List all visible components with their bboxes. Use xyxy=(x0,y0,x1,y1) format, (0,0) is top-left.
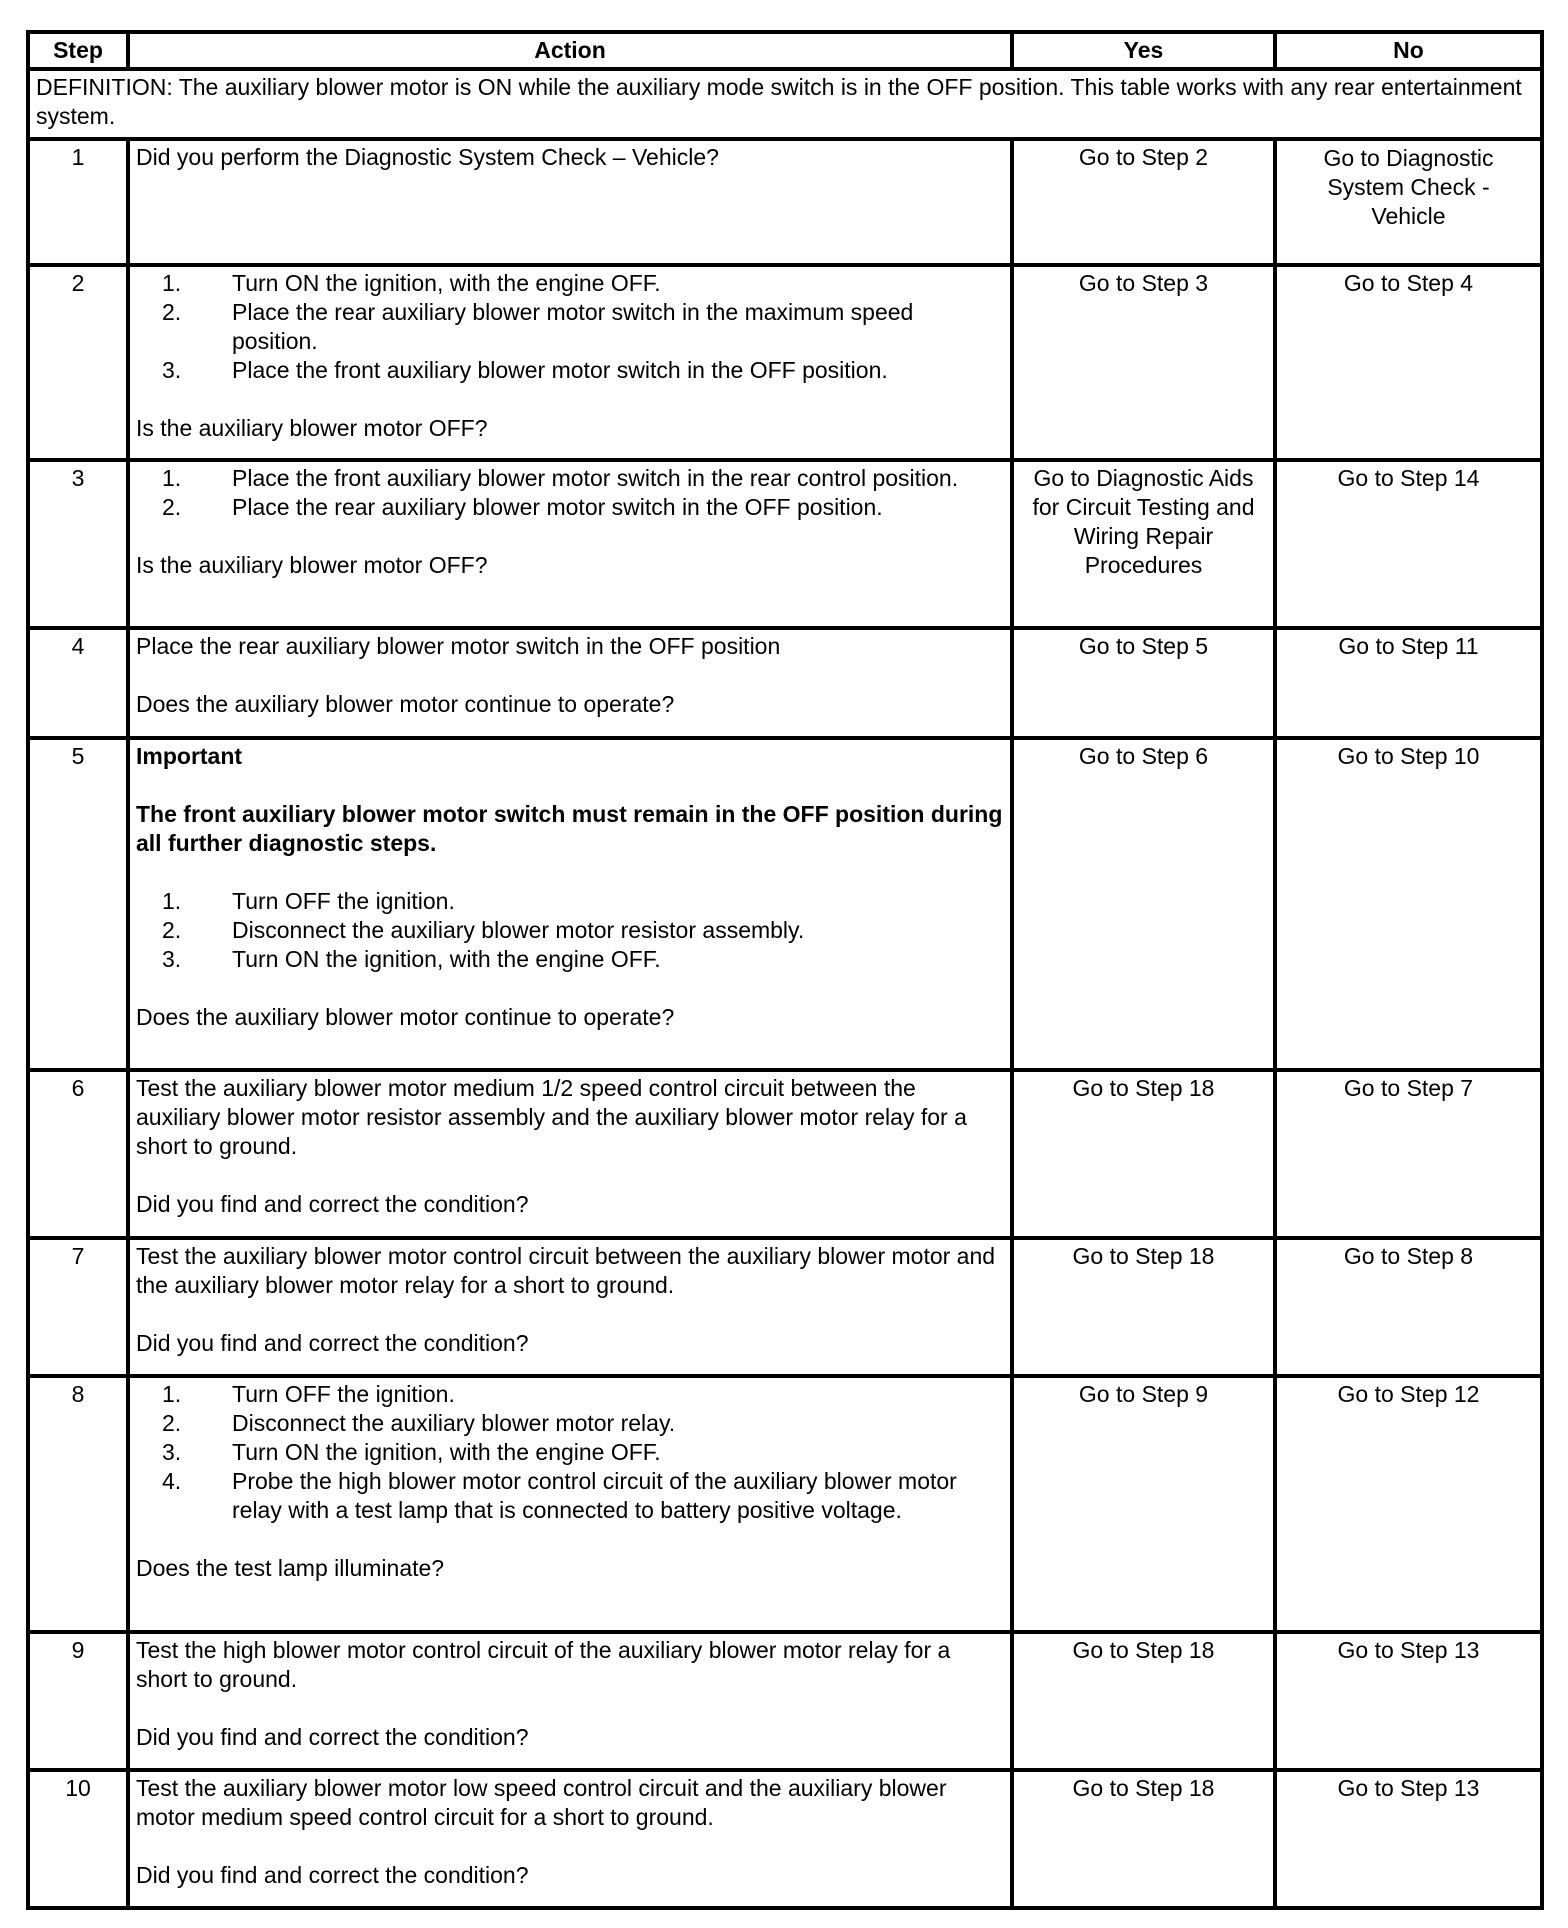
header-row xyxy=(28,32,1542,69)
step-number: 2 xyxy=(28,265,128,460)
action-text: Test the auxiliary blower motor low speed control circuit and the auxiliary blower motor medium speed control circuit for a short to ground. xyxy=(136,1775,947,1830)
definition-row xyxy=(28,69,1542,139)
no-result-text: Go to Diagnostic System Check - Vehicle xyxy=(1323,145,1494,229)
no-result: Go to Step 4 xyxy=(1275,265,1542,460)
step-number: 5 xyxy=(28,738,128,1070)
list-item: 3. Place the front auxiliary blower motor switch in the OFF position. xyxy=(162,357,888,383)
action-question: Did you find and correct the condition? xyxy=(136,1724,529,1750)
no-result: Go to Step 8 xyxy=(1275,1238,1542,1376)
table-row xyxy=(28,1770,1542,1908)
no-result: Go to Step 14 xyxy=(1275,460,1542,628)
yes-result: Go to Step 6 xyxy=(1012,738,1275,1070)
table-row xyxy=(28,1632,1542,1770)
no-result: Go to Step 13 xyxy=(1275,1770,1542,1908)
list-item: 3. Turn ON the ignition, with the engine OFF. xyxy=(162,1439,661,1465)
list-item: 1. Place the front auxiliary blower motor switch in the rear control position. xyxy=(162,465,959,491)
yes-result: Go to Step 18 xyxy=(1012,1632,1275,1770)
table-row xyxy=(28,1376,1542,1632)
action-question: Is the auxiliary blower motor OFF? xyxy=(136,552,488,578)
action-cell xyxy=(128,1070,1012,1238)
action-text: Test the auxiliary blower motor control circuit between the auxiliary blower motor and the auxiliary blower motor relay for a short to ground. xyxy=(136,1243,996,1298)
action-question: Does the auxiliary blower motor continue to operate? xyxy=(136,691,675,717)
action-question: Does the test lamp illuminate? xyxy=(136,1555,445,1581)
yes-result: Go to Diagnostic Aids for Circuit Testing and Wiring Repair Procedures xyxy=(1012,460,1275,628)
procedure-list xyxy=(136,887,1004,974)
diagnostic-table xyxy=(26,30,1544,1910)
table-row xyxy=(28,139,1542,265)
action-cell xyxy=(128,265,1012,460)
list-item: 2. Place the rear auxiliary blower motor switch in the OFF position. xyxy=(162,494,883,520)
yes-result: Go to Step 18 xyxy=(1012,1238,1275,1376)
no-result: Go to Step 11 xyxy=(1275,628,1542,738)
procedure-list xyxy=(136,1380,1004,1525)
yes-result: Go to Step 9 xyxy=(1012,1376,1275,1632)
step-number: 8 xyxy=(28,1376,128,1632)
action-question: Is the auxiliary blower motor OFF? xyxy=(136,415,488,441)
header-step: Step xyxy=(28,32,128,69)
list-item: 4. Probe the high blower motor control circuit of the auxiliary blower motor relay with a test lamp that is connected to battery positive voltage. xyxy=(162,1468,957,1523)
no-result xyxy=(1275,139,1542,265)
table-row xyxy=(28,265,1542,460)
action-text: Place the rear auxiliary blower motor switch in the OFF position xyxy=(136,633,781,659)
step-number: 3 xyxy=(28,460,128,628)
no-result: Go to Step 10 xyxy=(1275,738,1542,1070)
table-row xyxy=(28,628,1542,738)
action-question: Does the auxiliary blower motor continue to operate? xyxy=(136,1004,675,1030)
action-cell xyxy=(128,139,1012,265)
list-item: 2. Disconnect the auxiliary blower motor relay. xyxy=(162,1410,676,1436)
step-number: 10 xyxy=(28,1770,128,1908)
table-row xyxy=(28,738,1542,1070)
action-text: Did you perform the Diagnostic System Check – Vehicle? xyxy=(136,144,719,170)
step-number: 1 xyxy=(28,139,128,265)
step-number: 4 xyxy=(28,628,128,738)
action-cell xyxy=(128,1238,1012,1376)
table-row xyxy=(28,1238,1542,1376)
no-result: Go to Step 12 xyxy=(1275,1376,1542,1632)
yes-result: Go to Step 2 xyxy=(1012,139,1275,265)
list-item: 1. Turn OFF the ignition. xyxy=(162,888,455,914)
definition-text: DEFINITION: The auxiliary blower motor is ON while the auxiliary mode switch is in the OFF position. This table works with any rear entertainment system. xyxy=(28,69,1542,139)
action-text: Test the auxiliary blower motor medium 1/2 speed control circuit between the auxiliary blower motor resistor assembly and the auxiliary blower motor relay for a short to ground. xyxy=(136,1075,967,1159)
yes-result: Go to Step 18 xyxy=(1012,1070,1275,1238)
important-text: The front auxiliary blower motor switch must remain in the OFF position during all further diagnostic steps. xyxy=(136,801,1003,856)
action-cell xyxy=(128,628,1012,738)
yes-result: Go to Step 18 xyxy=(1012,1770,1275,1908)
no-result: Go to Step 13 xyxy=(1275,1632,1542,1770)
yes-result: Go to Step 5 xyxy=(1012,628,1275,738)
action-cell xyxy=(128,738,1012,1070)
action-question: Did you find and correct the condition? xyxy=(136,1191,529,1217)
action-cell xyxy=(128,1770,1012,1908)
list-item: 3. Turn ON the ignition, with the engine OFF. xyxy=(162,946,661,972)
action-question: Did you find and correct the condition? xyxy=(136,1330,529,1356)
no-result: Go to Step 7 xyxy=(1275,1070,1542,1238)
yes-result: Go to Step 3 xyxy=(1012,265,1275,460)
list-item: 1. Turn OFF the ignition. xyxy=(162,1381,455,1407)
action-question: Did you find and correct the condition? xyxy=(136,1862,529,1888)
header-no: No xyxy=(1275,32,1542,69)
list-item: 2. Place the rear auxiliary blower motor switch in the maximum speed position. xyxy=(162,299,914,354)
step-number: 7 xyxy=(28,1238,128,1376)
procedure-list xyxy=(136,269,1004,385)
list-item: 1. Turn ON the ignition, with the engine OFF. xyxy=(162,270,661,296)
table-row xyxy=(28,1070,1542,1238)
list-item: 2. Disconnect the auxiliary blower motor resistor assembly. xyxy=(162,917,805,943)
header-action: Action xyxy=(128,32,1012,69)
step-number: 6 xyxy=(28,1070,128,1238)
procedure-list xyxy=(136,464,1004,522)
step-number: 9 xyxy=(28,1632,128,1770)
important-label: Important xyxy=(136,743,243,769)
action-cell xyxy=(128,1376,1012,1632)
header-yes: Yes xyxy=(1012,32,1275,69)
table-row xyxy=(28,460,1542,628)
action-text: Test the high blower motor control circuit of the auxiliary blower motor relay for a short to ground. xyxy=(136,1637,951,1692)
action-cell xyxy=(128,460,1012,628)
action-cell xyxy=(128,1632,1012,1770)
